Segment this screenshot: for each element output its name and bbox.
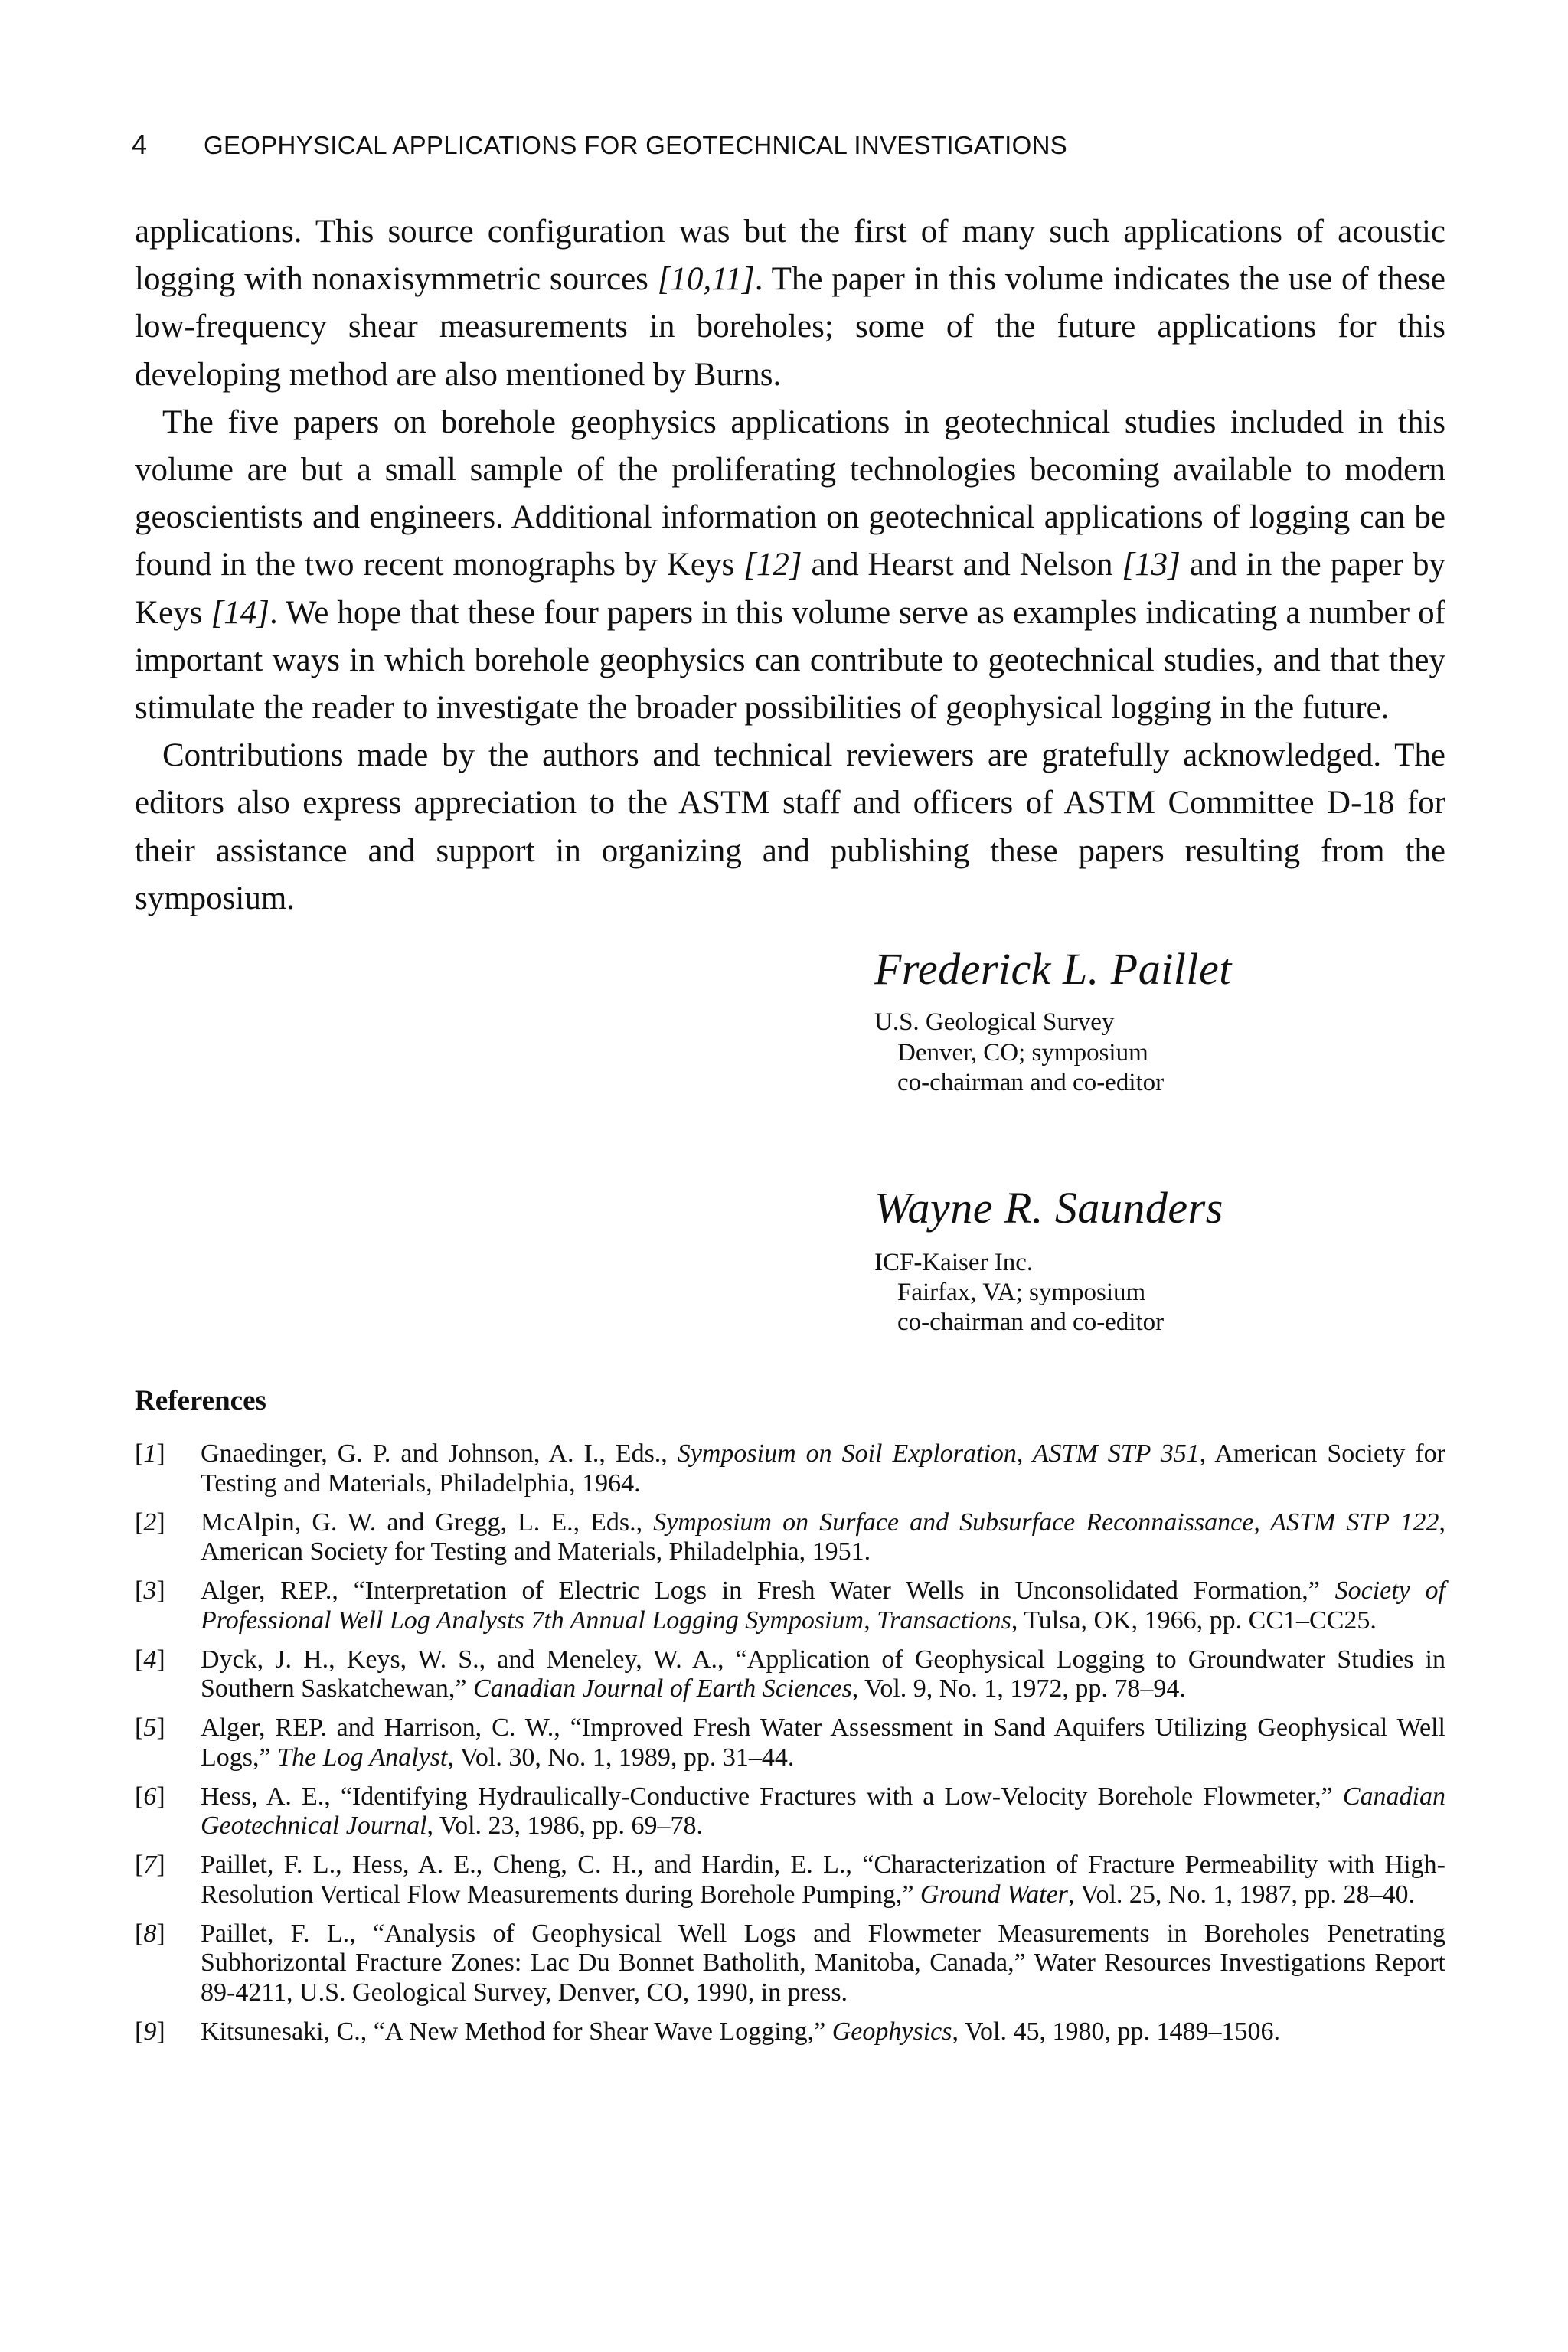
reference-text: Paillet, F. L., Hess, A. E., Cheng, C. H., and Hardin, E. L., “Characterization of Fracture Permeability with High-Resolution Vertical Flow Measurements during Borehole Pumping,” Ground Water, Vol. 25, No. 1, 1987, pp. 28–40.: [201, 1851, 1446, 1909]
signatory-org: ICF-Kaiser Inc.: [874, 1249, 1034, 1276]
references-list: [135, 1439, 1446, 2056]
reference-text: Kitsunesaki, C., “A New Method for Shear Wave Logging,” Geophysics, Vol. 45, 1980, pp. 1489–1506.: [201, 2017, 1281, 2046]
p2-text-b: and Hearst and Nelson: [802, 547, 1122, 583]
signatory-role: co-chairman and co-editor: [897, 1069, 1165, 1096]
p1-text-b: . The paper in this volume indicates the use of these low-frequency shear measurements in boreholes; some of the future applications for this developing method are also mentioned by Burns.: [135, 261, 1446, 393]
reference-number: [9]: [135, 2017, 165, 2046]
reference-item: [135, 1851, 1446, 1909]
references-heading: References: [135, 1385, 266, 1416]
running-title: GEOPHYSICAL APPLICATIONS FOR GEOTECHNICAL INVESTIGATIONS: [204, 131, 1068, 159]
reference-item: [135, 2017, 1446, 2047]
paragraph-2: [135, 399, 1446, 732]
reference-number: [5]: [135, 1713, 165, 1742]
paragraph-3: Contributions made by the authors and technical reviewers are gratefully acknowledged. The editors also express appreciation to the ASTM staff and officers of ASTM Committee D-18 for their assistance and support in organizing and publishing these papers resulting from the symposium.: [135, 737, 1446, 916]
reference-text: Paillet, F. L., “Analysis of Geophysical Well Logs and Flowmeter Measurements in Boreholes Penetrating Subhorizontal Fracture Zones: Lac Du Bonnet Batholith, Manitoba, Canada,” Water Resources Investigations Report 89-4211, U.S. Geological Survey, Denver, CO, 1990, in press.: [201, 1919, 1446, 2007]
p2-text-c: and in the paper by Keys: [135, 547, 1446, 631]
reference-text: McAlpin, G. W. and Gregg, L. E., Eds., Symposium on Surface and Subsurface Reconnaissance, ASTM STP 122, American Society for Testing and Materials, Philadelphia, 1951.: [201, 1508, 1446, 1566]
signatory-role: co-chairman and co-editor: [897, 1308, 1165, 1336]
signatory-name: Frederick L. Paillet: [874, 944, 1232, 994]
running-header: [132, 129, 1449, 161]
citation: [12]: [743, 547, 802, 583]
reference-text: Gnaedinger, G. P. and Johnson, A. I., Eds., Symposium on Soil Exploration, ASTM STP 351, American Society for Testing and Materials, Philadelphia, 1964.: [201, 1439, 1446, 1498]
citation: [13]: [1122, 547, 1181, 583]
reference-item: [135, 1508, 1446, 1567]
reference-item: [135, 1576, 1446, 1635]
reference-text: Hess, A. E., “Identifying Hydraulically-Conductive Fractures with a Low-Velocity Borehole Flowmeter,” Canadian Geotechnical Journal, Vol. 23, 1986, pp. 69–78.: [201, 1782, 1446, 1840]
reference-text: Alger, REP., “Interpretation of Electric Logs in Fresh Water Wells in Unconsolidated Formation,” Society of Professional Well Log Analysts 7th Annual Logging Symposium, Transactions, Tulsa, OK, 1966, pp. CC1–CC25.: [201, 1576, 1446, 1635]
citation: [14]: [211, 594, 270, 631]
reference-number: [1]: [135, 1439, 165, 1468]
reference-item: [135, 1645, 1446, 1704]
citation: [10,11]: [657, 261, 755, 298]
p1-text-a: applications. This source configuration was but the first of many such applications of acoustic logging with nonaxisymmetric sources: [135, 214, 1446, 298]
reference-number: [3]: [135, 1576, 165, 1605]
reference-number: [4]: [135, 1645, 165, 1674]
signatory-location: Denver, CO; symposium: [897, 1039, 1148, 1067]
signatory-location: Fairfax, VA; symposium: [897, 1279, 1146, 1306]
reference-number: [7]: [135, 1851, 165, 1879]
reference-item: [135, 1439, 1446, 1498]
reference-item: [135, 1713, 1446, 1772]
p2-text-d: . We hope that these four papers in this volume serve as examples indicating a number of important ways in which borehole geophysics can contribute to geotechnical studies, and that they stimulate the reader to investigate the broader possibilities of geophysical logging in the future.: [135, 594, 1446, 727]
paragraph-1: [135, 208, 1446, 399]
reference-number: [8]: [135, 1919, 165, 1948]
reference-item: [135, 1782, 1446, 1841]
signatory-name: Wayne R. Saunders: [874, 1183, 1223, 1233]
page-number: 4: [132, 129, 148, 160]
reference-number: [6]: [135, 1782, 165, 1811]
body-text: [135, 208, 1446, 923]
reference-text: Alger, REP. and Harrison, C. W., “Improved Fresh Water Assessment in Sand Aquifers Utilizing Geophysical Well Logs,” The Log Analyst, Vol. 30, No. 1, 1989, pp. 31–44.: [201, 1713, 1446, 1772]
signatory-org: U.S. Geological Survey: [874, 1008, 1115, 1036]
reference-number: [2]: [135, 1508, 165, 1537]
reference-item: [135, 1919, 1446, 2008]
p2-text-a: The five papers on borehole geophysics applications in geotechnical studies included in this volume are but a small sample of the proliferating technologies becoming available to modern geoscientists and engineers. Additional information on geotechnical applications of logging can be found in the two recent monographs by Keys: [135, 403, 1446, 583]
reference-text: Dyck, J. H., Keys, W. S., and Meneley, W. A., “Application of Geophysical Logging to Groundwater Studies in Southern Saskatchewan,” Canadian Journal of Earth Sciences, Vol. 9, No. 1, 1972, pp. 78–94.: [201, 1645, 1446, 1703]
